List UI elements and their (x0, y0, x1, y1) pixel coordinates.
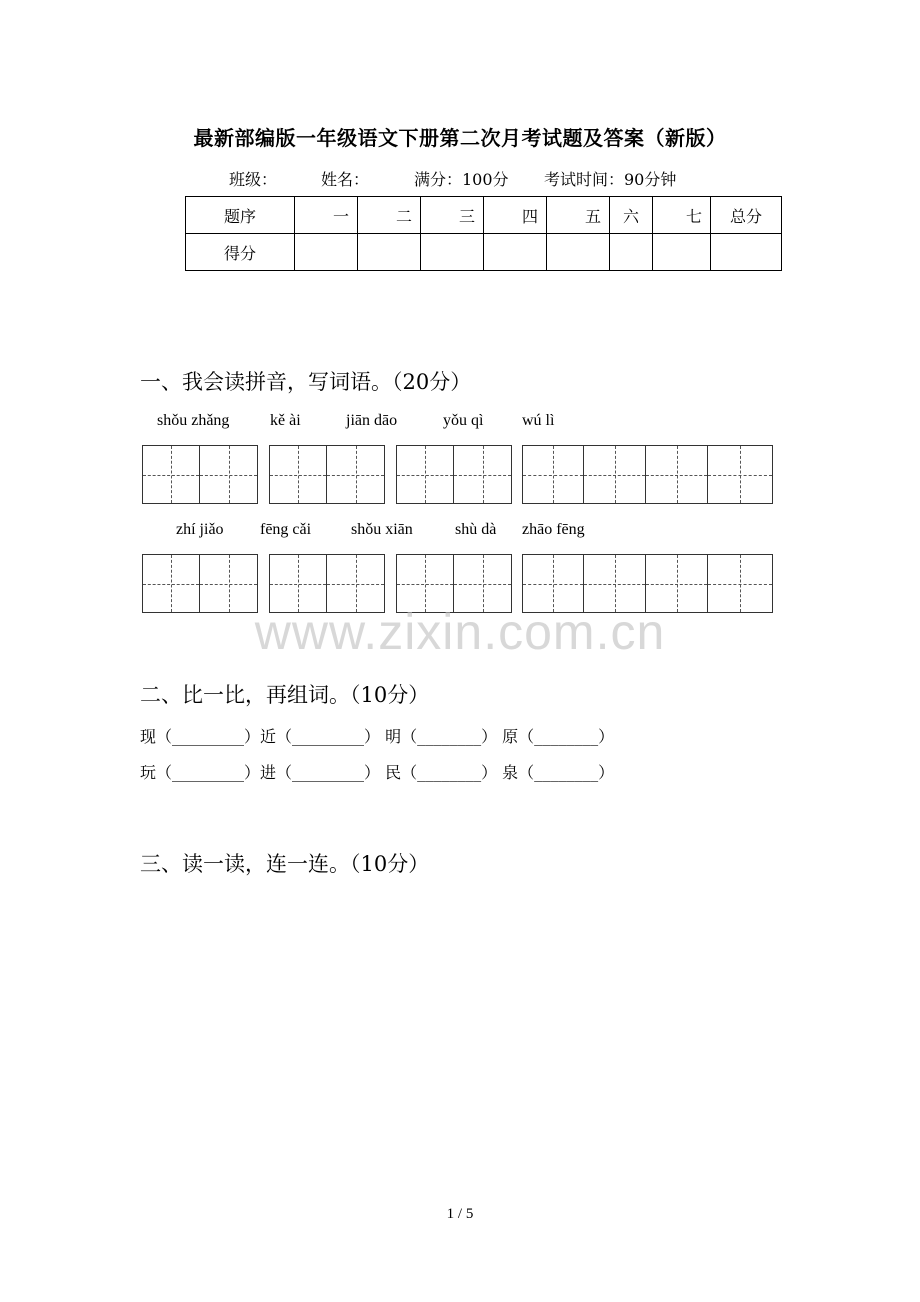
full-score-label: 满分：100分 (414, 170, 509, 189)
writing-cell[interactable] (143, 446, 200, 503)
class-label: 班级： (229, 170, 278, 189)
pinyin-label: yǒu qì (443, 412, 484, 429)
writing-grid[interactable] (142, 445, 258, 504)
pinyin-label: shǒu xiān (351, 521, 413, 538)
table-cell: 二 (358, 197, 421, 234)
writing-cell[interactable] (454, 446, 511, 503)
writing-cell[interactable] (708, 446, 772, 503)
table-cell: 五 (547, 197, 610, 234)
score-entry-cell[interactable] (610, 234, 653, 271)
writing-cell[interactable] (327, 446, 384, 503)
writing-cell[interactable] (200, 446, 257, 503)
table-cell: 一 (295, 197, 358, 234)
name-label: 姓名： (321, 170, 370, 189)
page-number: 1 / 5 (446, 1206, 474, 1222)
table-cell: 六 (610, 197, 653, 234)
writing-grid[interactable] (522, 445, 773, 504)
exam-time-label: 考试时间：90分钟 (544, 170, 677, 189)
table-cell: 四 (484, 197, 547, 234)
writing-cell[interactable] (397, 446, 454, 503)
score-table (185, 196, 782, 271)
document-title: 最新部编版一年级语文下册第二次月考试题及答案（新版） (193, 126, 727, 150)
pinyin-label: fēng cǎi (260, 521, 312, 538)
writing-cell[interactable] (646, 446, 708, 503)
table-cell: 七 (653, 197, 711, 234)
table-cell: 三 (421, 197, 484, 234)
watermark: www.zixin.com.cn (254, 604, 666, 660)
score-entry-cell[interactable] (547, 234, 610, 271)
section-2-heading: 二、比一比，再组词。（10分） (140, 683, 430, 707)
fill-blank-line: 玩（_________）进（_________） 民（________） 泉（________） (140, 763, 615, 782)
table-cell: 题序 (186, 197, 295, 234)
pinyin-label: wú lì (522, 412, 555, 429)
pinyin-label: zhí jiǎo (176, 521, 224, 538)
pinyin-label: shù dà (455, 521, 497, 538)
writing-cell[interactable] (584, 446, 646, 503)
score-entry-cell[interactable] (295, 234, 358, 271)
section-3-heading: 三、读一读，连一连。（10分） (140, 852, 430, 876)
pinyin-label: jiān dāo (346, 412, 398, 429)
fill-blank-line: 现（_________）近（_________） 明（________） 原（________） (140, 727, 615, 746)
writing-grid[interactable] (396, 445, 512, 504)
score-table-score-row (186, 234, 782, 271)
pinyin-label: shǒu zhǎng (157, 412, 230, 429)
score-entry-cell[interactable] (711, 234, 782, 271)
table-cell: 总分 (711, 197, 782, 234)
pinyin-label: zhāo fēng (522, 521, 585, 538)
section-1-heading: 一、我会读拼音，写词语。（20分） (140, 370, 472, 394)
score-entry-cell[interactable] (484, 234, 547, 271)
writing-cell[interactable] (270, 446, 327, 503)
writing-grid[interactable] (269, 445, 385, 504)
score-entry-cell[interactable] (358, 234, 421, 271)
table-cell: 得分 (186, 234, 295, 271)
score-table-header-row (186, 197, 782, 234)
score-entry-cell[interactable] (421, 234, 484, 271)
writing-cell[interactable] (523, 446, 584, 503)
score-entry-cell[interactable] (653, 234, 711, 271)
pinyin-label: kě ài (270, 412, 301, 429)
